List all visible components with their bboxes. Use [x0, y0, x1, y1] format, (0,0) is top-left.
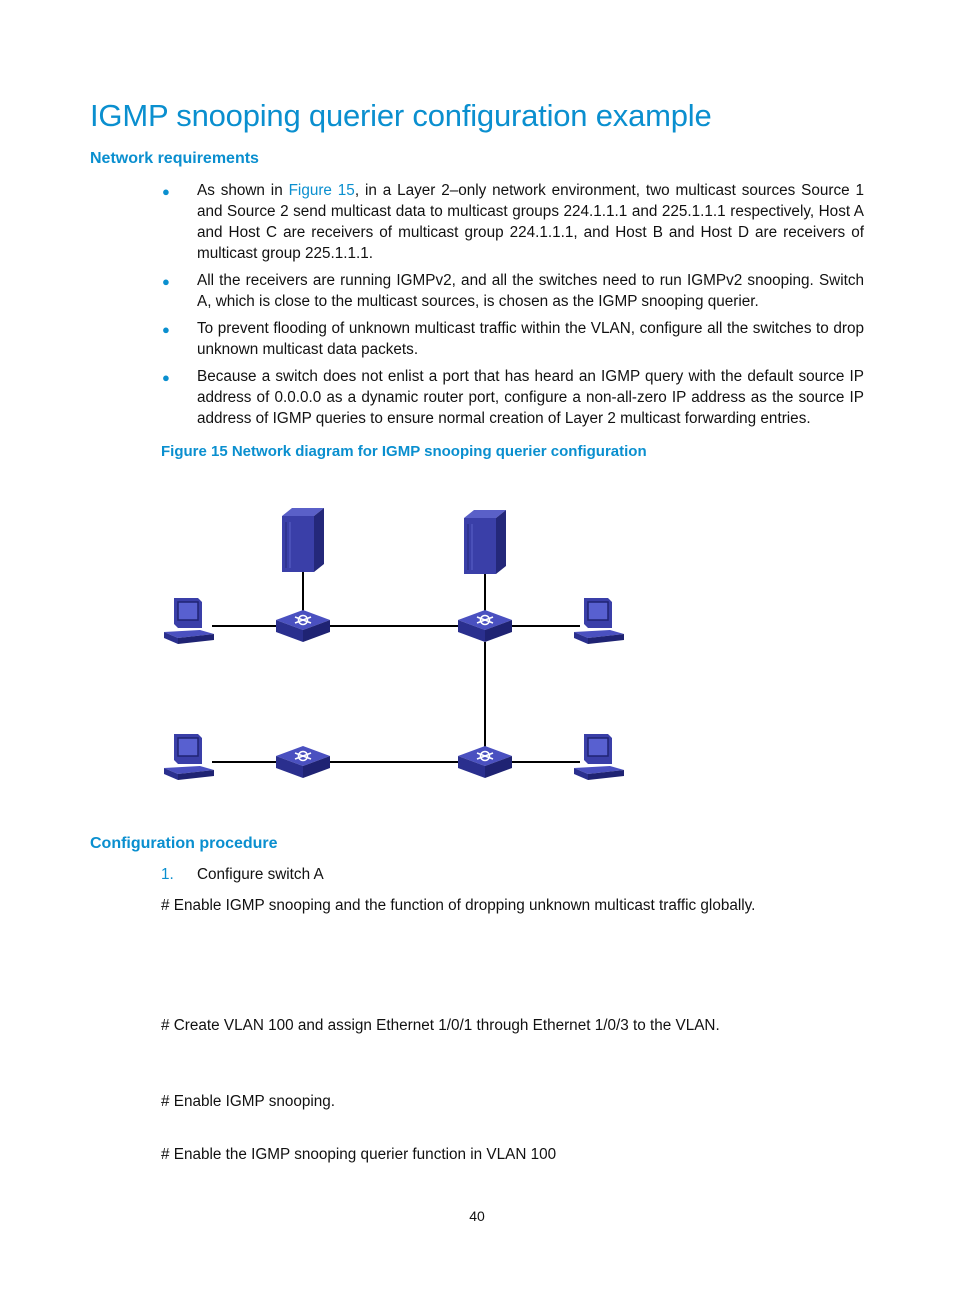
host-pc-icon: [164, 734, 214, 780]
bullet-icon: ●: [162, 184, 170, 199]
host-pc-icon: [164, 598, 214, 644]
switch-icon: [458, 746, 512, 778]
host-pc-icon: [574, 734, 624, 780]
switch-icon: [276, 610, 330, 642]
bullet-text: As shown in: [197, 182, 289, 199]
server-icon: [464, 510, 506, 574]
step-number: 1.: [161, 866, 174, 883]
bullet-text: All the receivers are running IGMPv2, and all the switches need to run IGMPv2 snooping. Switch A, which is close to the multicast sources, is chosen as the IGMP snooping querier.: [197, 272, 864, 310]
config-comment: # Create VLAN 100 and assign Ethernet 1/0/1 through Ethernet 1/0/3 to the VLAN.: [161, 1017, 720, 1034]
list-item: [160, 270, 864, 312]
section-heading-configuration-procedure: Configuration procedure: [90, 835, 278, 852]
host-pc-icon: [574, 598, 624, 644]
switch-icon: [276, 746, 330, 778]
procedure-step: [161, 866, 324, 884]
bullet-text: , in a Layer 2–only network environment, two multicast sources Source 1 and Source 2 send multicast data to multicast groups 224.1.1.1 and 225.1.1.1 respectively, Host A and Host C are receivers of multicast group 224.1.1.1, and Host B and Host D are receivers of multicast group 225.1.1.1.: [197, 182, 865, 262]
page-number: 40: [469, 1208, 485, 1224]
bullet-icon: ●: [162, 274, 170, 289]
bullet-icon: ●: [162, 322, 170, 337]
list-item: [160, 180, 864, 264]
figure-15-link[interactable]: Figure 15: [288, 182, 355, 199]
server-icon: [282, 508, 324, 572]
network-diagram: [0, 490, 954, 800]
bullet-text: Because a switch does not enlist a port that has heard an IGMP query with the default source IP address of 0.0.0.0 as a dynamic router port, configure a non-all-zero IP address as the source IP address of IGMP queries to ensure normal creation of Layer 2 multicast forwarding entries.: [197, 368, 864, 427]
section-heading-network-requirements: Network requirements: [90, 150, 259, 167]
step-label: Configure switch A: [197, 866, 324, 883]
config-comment: # Enable the IGMP snooping querier function in VLAN 100: [161, 1146, 557, 1163]
list-item: [160, 318, 864, 360]
figure-caption: Figure 15 Network diagram for IGMP snooping querier configuration: [161, 443, 647, 460]
config-comment: # Enable IGMP snooping.: [161, 1093, 336, 1110]
list-item: [160, 366, 864, 429]
switch-icon: [458, 610, 512, 642]
bullet-text: To prevent flooding of unknown multicast traffic within the VLAN, configure all the switches to drop unknown multicast data packets.: [197, 320, 864, 358]
config-comment: # Enable IGMP snooping and the function of dropping unknown multicast traffic globally.: [161, 897, 756, 914]
page-title: IGMP snooping querier configuration example: [90, 98, 712, 133]
bullet-icon: ●: [162, 370, 170, 385]
requirements-list: [160, 180, 864, 435]
